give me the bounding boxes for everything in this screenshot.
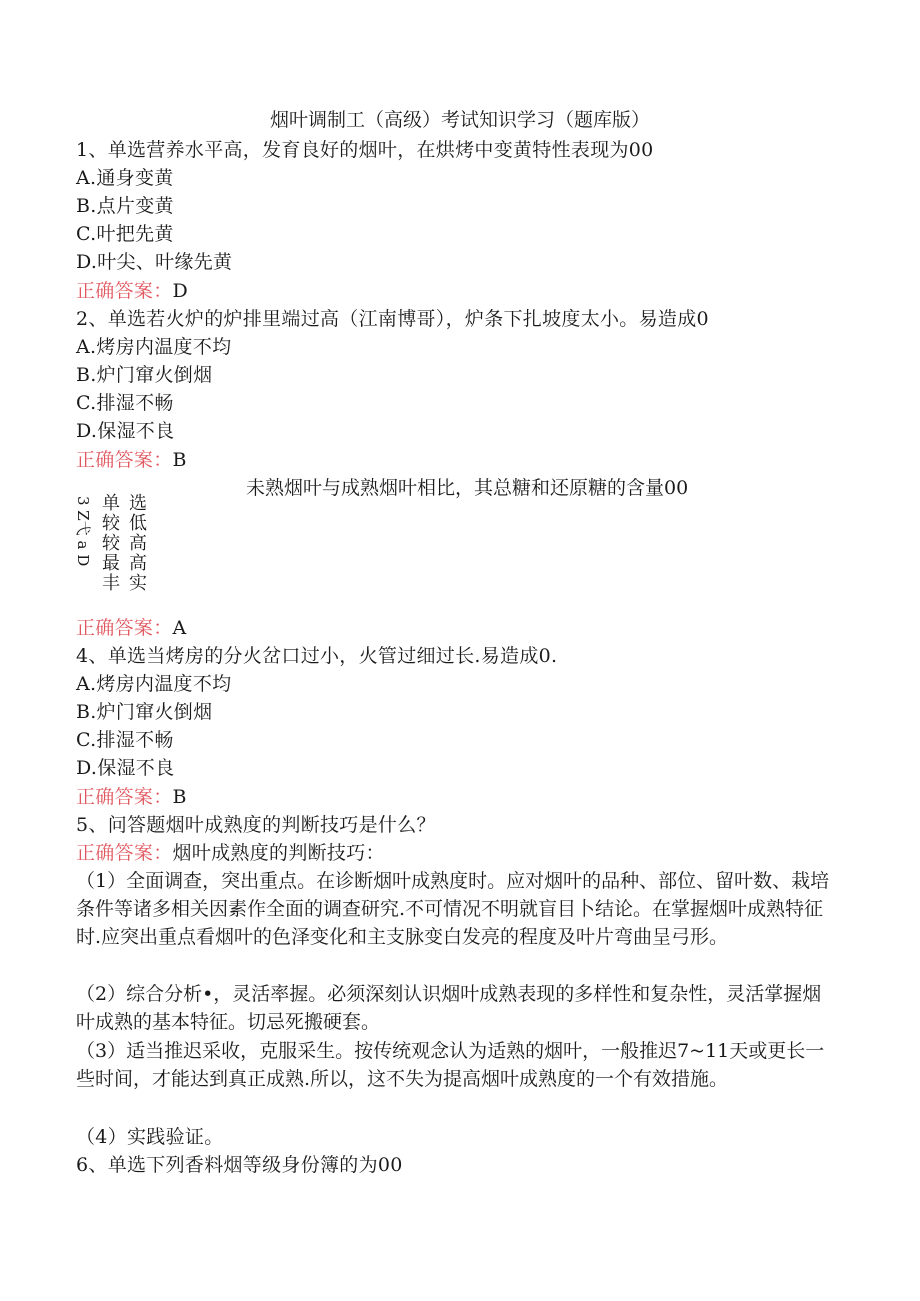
q5-stem: 5、问答题烟叶成熟度的判断技巧是什么？ bbox=[76, 814, 436, 836]
q3-col2-char: 实 bbox=[129, 573, 147, 594]
q1-option-a: A.通身变黄 bbox=[76, 167, 174, 189]
q3-col1-char: 单 bbox=[102, 493, 120, 514]
q1-option-c: C.叶把先黄 bbox=[76, 223, 174, 245]
q1-answer-value: D bbox=[172, 280, 189, 302]
q5-paragraph-4: （4）实践验证。 bbox=[76, 1126, 224, 1148]
q4-option-a: A.烤房内温度不均 bbox=[76, 673, 232, 695]
q3-col1-char: 丰 bbox=[102, 573, 120, 594]
q3-answer-value: A bbox=[172, 617, 187, 639]
q3-option-column-1 bbox=[102, 494, 120, 594]
q4-answer-value: B bbox=[172, 786, 187, 808]
q3-answer bbox=[76, 614, 187, 642]
q2-stem: 2、单选若火炉的炉排里端过高（江南博哥），炉条下扎坡度太小。易造成0 bbox=[76, 308, 709, 330]
q4-option-d: D.保湿不良 bbox=[76, 757, 175, 779]
q2-option-b: B.炉门窜火倒烟 bbox=[76, 364, 213, 386]
q5-answer bbox=[76, 839, 385, 867]
q3-garbled-rotated-text bbox=[72, 496, 94, 588]
answer-label: 正确答案： bbox=[76, 617, 173, 639]
q3-option-column-2 bbox=[129, 494, 147, 594]
q4-option-b: B.炉门窜火倒烟 bbox=[76, 701, 213, 723]
q2-answer bbox=[76, 446, 187, 474]
q3-col1-char: 较 bbox=[102, 513, 120, 534]
q1-answer bbox=[76, 277, 188, 305]
q4-answer bbox=[76, 783, 187, 811]
q2-option-a: A.烤房内温度不均 bbox=[76, 336, 232, 358]
answer-label: 正确答案： bbox=[76, 786, 173, 808]
q5-paragraph-2: （2）综合分析•，灵活率握。必须深刻认识烟叶成熟表现的多样性和复杂性，灵活掌握烟叶成熟的基本特征。切忌死搬硬套。 bbox=[76, 983, 822, 1033]
q3-col1-char: 较 bbox=[102, 533, 120, 554]
q3-col2-char: 高 bbox=[129, 533, 147, 554]
q1-stem: 1、单选营养水平高，发育良好的烟叶，在烘烤中变黄特性表现为00 bbox=[76, 139, 654, 161]
answer-label: 正确答案： bbox=[76, 449, 173, 471]
q2-answer-value: B bbox=[172, 449, 187, 471]
document-title: 烟叶调制工（高级）考试知识学习（题库版） bbox=[269, 109, 650, 131]
q5-answer-intro: 烟叶成熟度的判断技巧： bbox=[172, 842, 385, 864]
q4-option-c: C.排湿不畅 bbox=[76, 729, 174, 751]
q3-stem: 未熟烟叶与成熟烟叶相比，其总糖和还原糖的含量00 bbox=[246, 477, 689, 499]
answer-label: 正确答案： bbox=[76, 280, 173, 302]
answer-label: 正确答案： bbox=[76, 842, 173, 864]
q3-col2-char: 低 bbox=[129, 513, 147, 534]
q3-garbled-text: 3 Z弋 a D bbox=[74, 496, 92, 567]
q3-col2-char: 选 bbox=[129, 493, 147, 514]
q6-stem: 6、单选下列香料烟等级身份簿的为00 bbox=[76, 1154, 403, 1176]
q1-option-d: D.叶尖、叶缘先黄 bbox=[76, 251, 233, 273]
q5-paragraph-1: （1）全面调查，突出重点。在诊断烟叶成熟度时。应对烟叶的品种、部位、留叶数、栽培条件等诸多相关因素作全面的调查研究.不可情况不明就盲目卜结论。在掌握烟叶成熟特征时.应突出重点看烟叶的色泽变化和主支脉变白发亮的程度及叶片弯曲呈弓形。 bbox=[76, 870, 830, 948]
q3-col2-char: 高 bbox=[129, 553, 147, 574]
q4-stem: 4、单选当烤房的分火岔口过小，火管过细过长.易造成0. bbox=[76, 645, 558, 667]
q2-option-c: C.排湿不畅 bbox=[76, 392, 174, 414]
q5-paragraph-3: （3）适当推迟采收，克服采生。按传统观念认为适熟的烟叶，一般推迟7~11天或更长一些时间，才能达到真正成熟.所以，这不失为提高烟叶成熟度的一个有效措施。 bbox=[76, 1040, 825, 1090]
q2-option-d: D.保湿不良 bbox=[76, 420, 175, 442]
q3-col1-char: 最 bbox=[102, 553, 120, 574]
q1-option-b: B.点片变黄 bbox=[76, 195, 174, 217]
